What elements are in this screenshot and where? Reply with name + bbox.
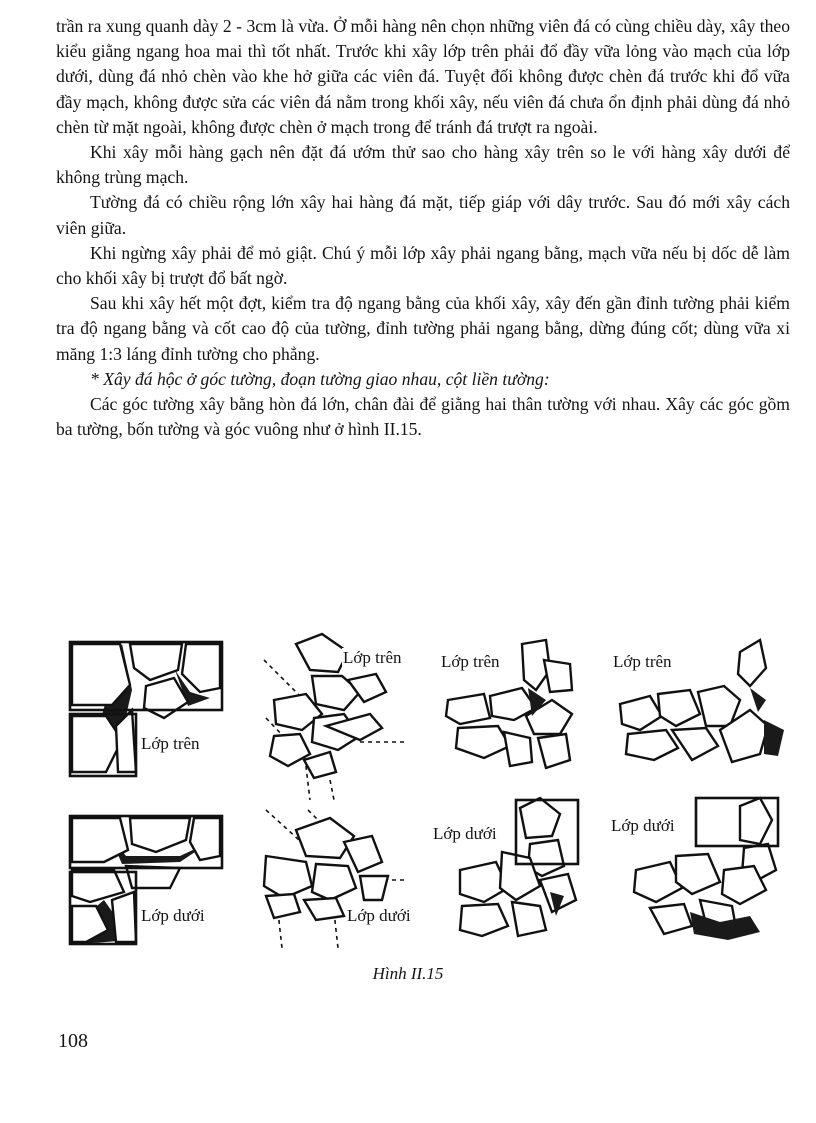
label-bottom-1: Lớp dưới bbox=[141, 906, 205, 925]
label-top-4: Lớp trên bbox=[613, 652, 672, 671]
panel-1-top bbox=[70, 642, 222, 776]
body-text bbox=[56, 14, 790, 442]
label-top-1: Lớp trên bbox=[141, 734, 200, 753]
paragraph-6: Các góc tường xây bằng hòn đá lớn, chân đài để giằng hai thân tường với nhau. Xây các góc gồm ba tường, bốn tường và góc vuông như ở hình II.15. bbox=[56, 394, 790, 440]
label-bottom-3: Lớp dưới bbox=[433, 824, 497, 843]
figure-stone-wall-corners bbox=[60, 630, 800, 960]
paragraph-5: Sau khi xây hết một đợt, kiểm tra độ ngang bằng của khối xây, xây đến gần đỉnh tường phải kiểm tra độ ngang bằng và cốt cao độ của tường, đỉnh tường phải ngang bằng, dừng đúng cốt; dùng vữa xi măng 1:3 láng đỉnh tường cho phẳng. bbox=[56, 293, 790, 364]
page-number: 108 bbox=[58, 1030, 88, 1052]
paragraph-1: trần ra xung quanh dày 2 - 3cm là vừa. Ở mỗi hàng nên chọn những viên đá có cùng chiều dày, xây theo kiểu giằng ngang hoa mai thì tốt nhất. Trước khi xây lớp trên phải đổ đầy vữa lỏng vào mạch của lớp dưới, dùng đá nhỏ chèn vào khe hở giữa các viên đá. Tuyệt đối không được chèn đá trước khi đổ vữa đầy mạch, không được sửa các viên đá nằm trong khối xây, nếu viên đá chưa ổn định phải dùng đá nhỏ chèn từ mặt ngoài, không được chèn ở mạch trong để tránh đá trượt ra ngoài. bbox=[56, 16, 790, 137]
paragraph-4: Khi ngừng xây phải để mỏ giật. Chú ý mỗi lớp xây phải ngang bằng, mạch vữa nếu bị dốc dễ làm cho khối xây bị trượt đổ bất ngờ. bbox=[56, 242, 790, 289]
label-top-2: Lớp trên bbox=[343, 648, 402, 667]
paragraph-3: Tường đá có chiều rộng lớn xây hai hàng đá mặt, tiếp giáp với dây trước. Sau đó mới xây cách viên giữa. bbox=[56, 192, 790, 238]
label-bottom-4: Lớp dưới bbox=[611, 816, 675, 835]
label-top-3: Lớp trên bbox=[441, 652, 500, 671]
label-bottom-2: Lớp dưới bbox=[347, 906, 411, 925]
paragraph-2: Khi xây mỗi hàng gạch nên đặt đá ướm thử sao cho hàng xây trên so le với hàng xây dưới để không trùng mạch. bbox=[56, 142, 790, 188]
panel-2-bottom bbox=[264, 810, 406, 948]
figure-caption: Hình II.15 bbox=[372, 964, 444, 983]
section-heading: * Xây đá hộc ở góc tường, đoạn tường giao nhau, cột liền tường: bbox=[90, 368, 550, 389]
panel-3-bottom bbox=[460, 798, 578, 936]
